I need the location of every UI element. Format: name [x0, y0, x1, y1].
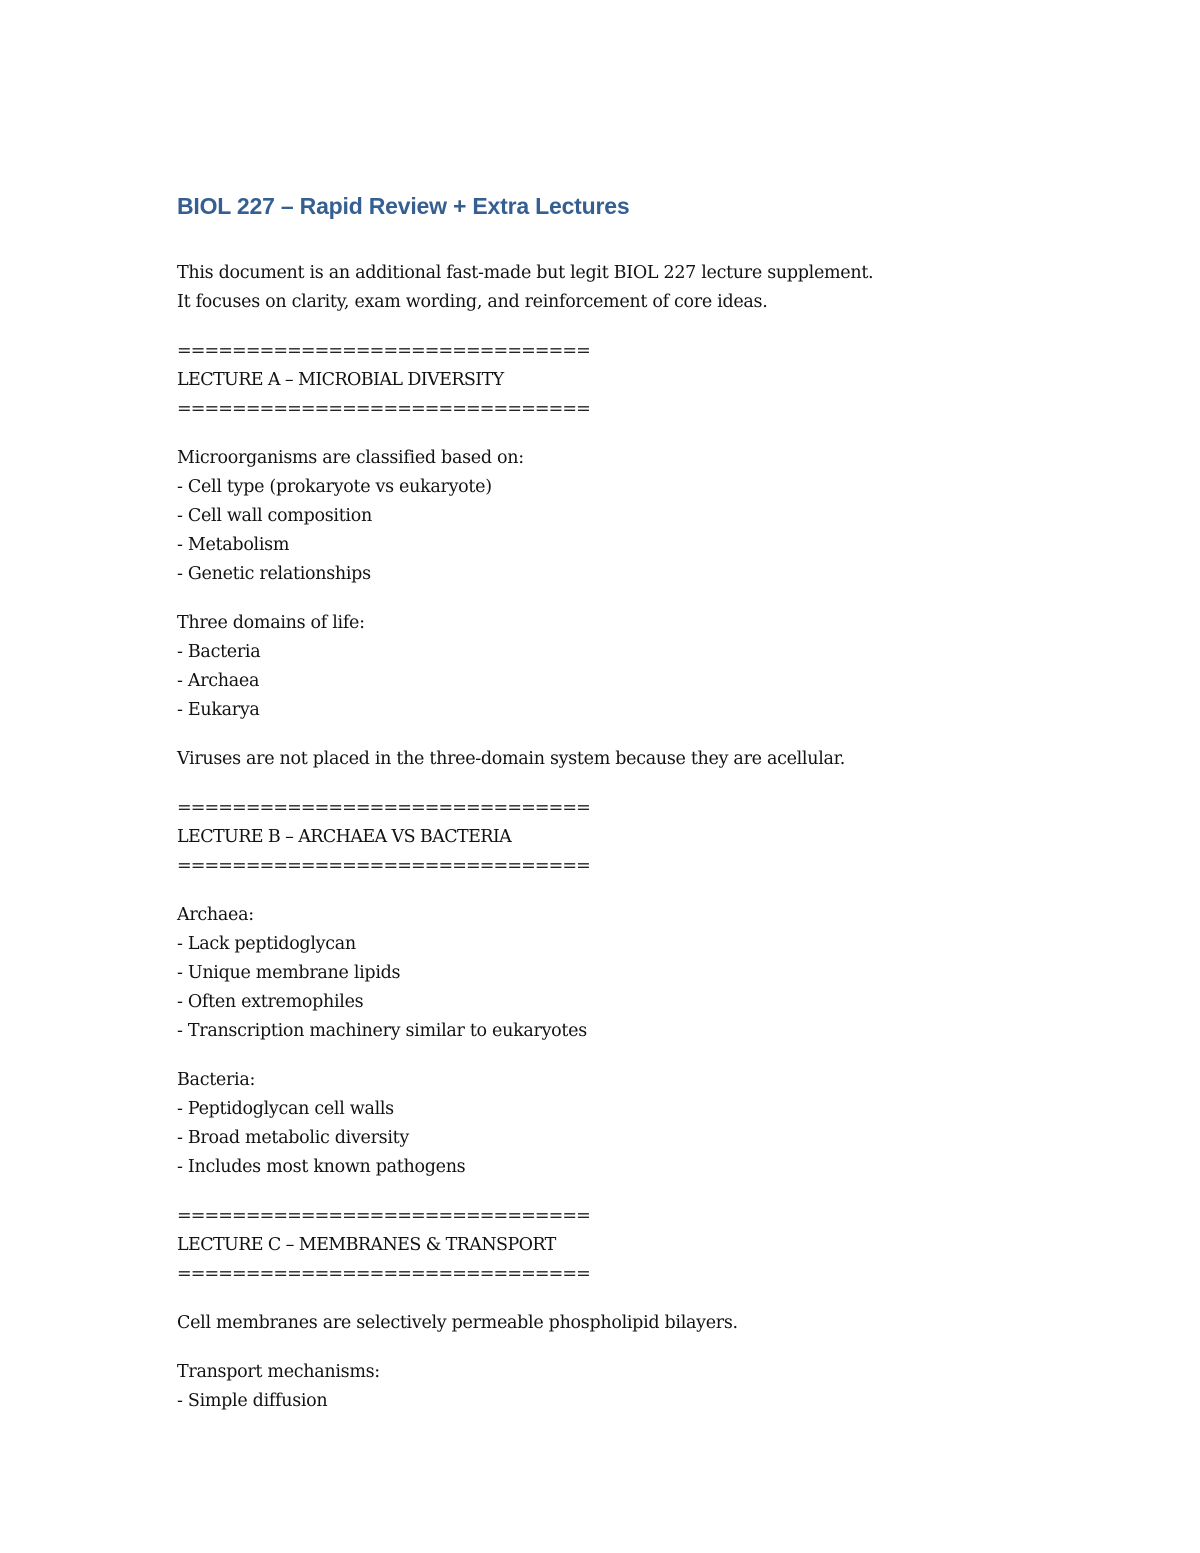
list-item: - Includes most known pathogens	[177, 1157, 466, 1177]
archaea-block	[177, 901, 1037, 1046]
lecture-a-header	[177, 337, 1037, 424]
list-item: - Unique membrane lipids	[177, 963, 401, 983]
lecture-a-section	[177, 337, 1037, 774]
list-item: - Peptidoglycan cell walls	[177, 1099, 394, 1119]
divider-rule: ==============================	[177, 341, 590, 361]
viruses-note	[177, 745, 1037, 774]
list-item: - Cell type (prokaryote vs eukaryote)	[177, 477, 492, 497]
intro-line: This document is an additional fast-made but legit BIOL 227 lecture supplement.	[177, 263, 874, 283]
lecture-b-section	[177, 794, 1037, 1182]
lecture-heading: LECTURE A – MICROBIAL DIVERSITY	[177, 370, 504, 390]
lecture-b-header	[177, 794, 1037, 881]
classification-block	[177, 444, 1037, 589]
list-item: - Broad metabolic diversity	[177, 1128, 409, 1148]
divider-rule: ==============================	[177, 798, 590, 818]
intro-paragraph	[177, 259, 1037, 317]
archaea-list	[177, 930, 1037, 1046]
lecture-heading: LECTURE B – ARCHAEA VS BACTERIA	[177, 827, 512, 847]
list-item: - Often extremophiles	[177, 992, 364, 1012]
list-item: - Genetic relationships	[177, 564, 371, 584]
block-lead: Bacteria:	[177, 1070, 256, 1090]
transport-block	[177, 1358, 1037, 1416]
membranes-note	[177, 1309, 1037, 1338]
block-lead: Viruses are not placed in the three-domain system because they are acellular.	[177, 749, 846, 769]
bacteria-list	[177, 1095, 1037, 1182]
list-item: - Simple diffusion	[177, 1391, 328, 1411]
lecture-c-section	[177, 1202, 1037, 1416]
domains-list	[177, 638, 1037, 725]
document-body	[177, 189, 1037, 1436]
document-title: BIOL 227 – Rapid Review + Extra Lectures	[177, 193, 630, 219]
divider-rule: ==============================	[177, 1206, 590, 1226]
divider-rule: ==============================	[177, 399, 590, 419]
list-item: - Eukarya	[177, 700, 260, 720]
list-item: - Bacteria	[177, 642, 261, 662]
block-lead: Transport mechanisms:	[177, 1362, 380, 1382]
lecture-heading: LECTURE C – MEMBRANES & TRANSPORT	[177, 1235, 556, 1255]
domains-block	[177, 609, 1037, 725]
bacteria-block	[177, 1066, 1037, 1182]
classification-list	[177, 473, 1037, 589]
block-lead: Microorganisms are classified based on:	[177, 448, 524, 468]
list-item: - Lack peptidoglycan	[177, 934, 356, 954]
list-item: - Archaea	[177, 671, 260, 691]
block-lead: Archaea:	[177, 905, 254, 925]
list-item: - Cell wall composition	[177, 506, 372, 526]
list-item: - Metabolism	[177, 535, 290, 555]
block-lead: Cell membranes are selectively permeable phospholipid bilayers.	[177, 1313, 738, 1333]
divider-rule: ==============================	[177, 1264, 590, 1284]
divider-rule: ==============================	[177, 856, 590, 876]
block-lead: Three domains of life:	[177, 613, 365, 633]
lecture-c-header	[177, 1202, 1037, 1289]
intro-line: It focuses on clarity, exam wording, and reinforcement of core ideas.	[177, 292, 768, 312]
transport-list	[177, 1387, 1037, 1416]
list-item: - Transcription machinery similar to eukaryotes	[177, 1021, 587, 1041]
